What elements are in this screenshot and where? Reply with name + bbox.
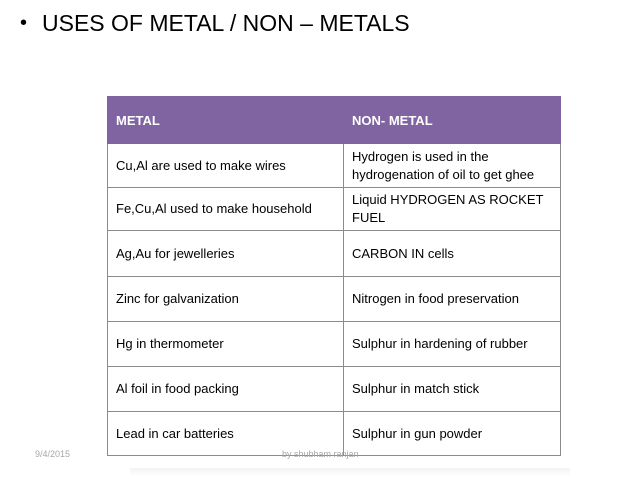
non-metal-cell: Liquid HYDROGEN AS ROCKET FUEL — [344, 188, 561, 231]
footer-date: 9/4/2015 — [35, 449, 71, 459]
non-metal-cell: Sulphur in gun powder — [344, 412, 561, 456]
footer-author: by shubham ranjan — [282, 449, 359, 459]
non-metal-cell: Hydrogen is used in the hydrogenation of oil to get ghee — [344, 144, 561, 188]
metal-cell: Al foil in food packing — [108, 367, 344, 412]
table-row — [108, 144, 561, 188]
table-row — [108, 188, 561, 231]
metal-cell: Lead in car batteries — [108, 412, 344, 456]
uses-table — [107, 96, 561, 456]
table-header-row — [108, 97, 561, 144]
metal-cell: Ag,Au for jewelleries — [108, 231, 344, 277]
non-metal-cell: Sulphur in match stick — [344, 367, 561, 412]
metal-cell: Zinc for galvanization — [108, 277, 344, 322]
non-metal-cell: Nitrogen in food preservation — [344, 277, 561, 322]
title-bullet: • — [20, 11, 28, 34]
header-non-metal: NON- METAL — [344, 97, 561, 144]
metal-cell: Hg in thermometer — [108, 322, 344, 367]
title-text: USES OF METAL / NON – METALS — [42, 9, 410, 36]
non-metal-cell: Sulphur in hardening of rubber — [344, 322, 561, 367]
table-row — [108, 277, 561, 322]
table-row — [108, 322, 561, 367]
metal-cell: Cu,Al are used to make wires — [108, 144, 344, 188]
header-metal: METAL — [108, 97, 344, 144]
table-row — [108, 367, 561, 412]
metal-cell: Fe,Cu,Al used to make household — [108, 188, 344, 231]
table-row — [108, 231, 561, 277]
table-reflection — [130, 468, 570, 476]
slide-title — [20, 6, 410, 40]
non-metal-cell: CARBON IN cells — [344, 231, 561, 277]
